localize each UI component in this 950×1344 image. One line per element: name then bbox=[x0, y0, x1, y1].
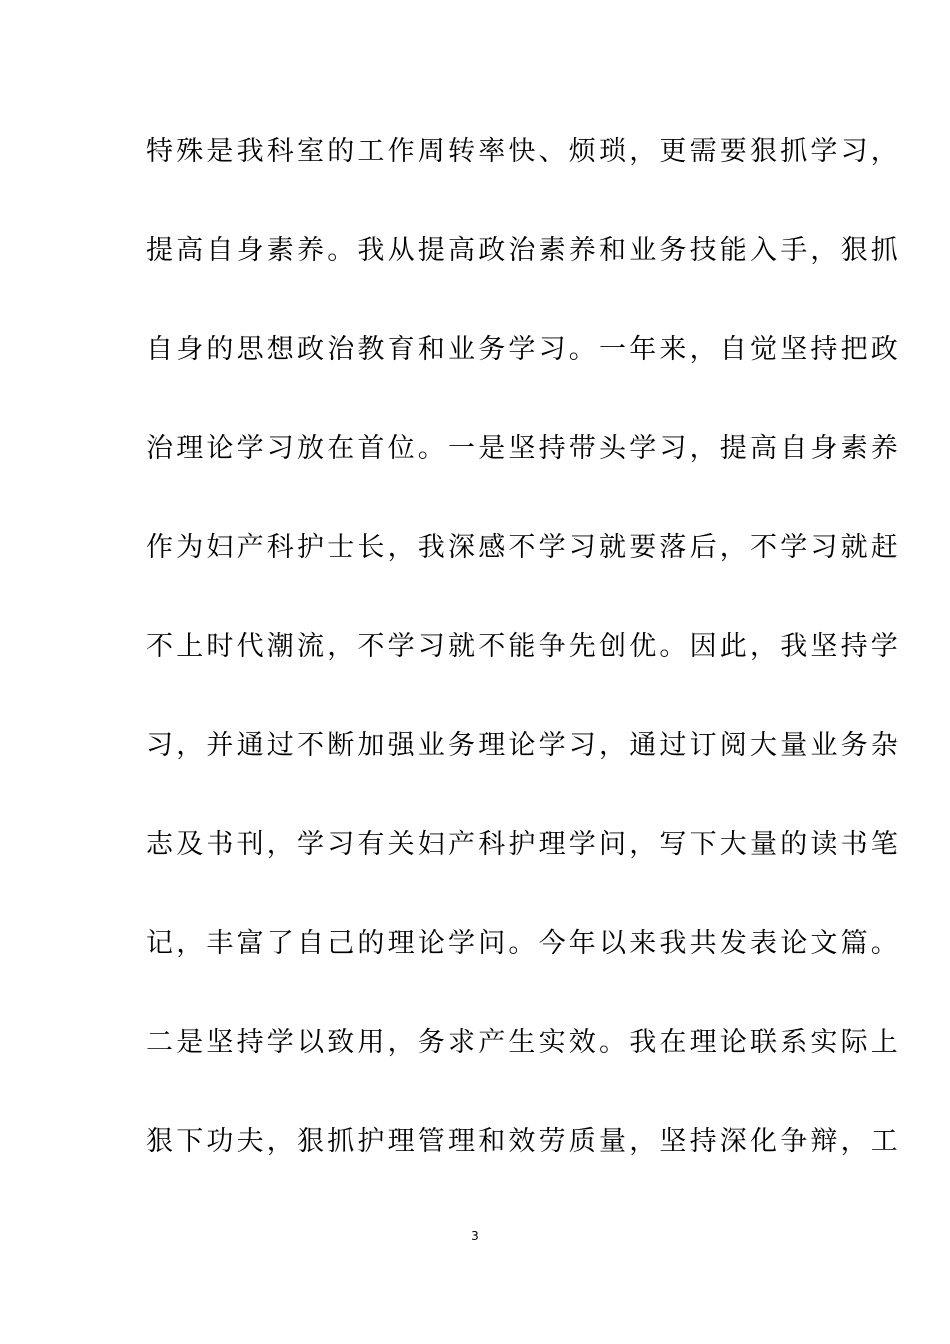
text-line: 习，并通过不断加强业务理论学习，通过订阅大量业务杂 bbox=[146, 730, 901, 761]
text-line: 特殊是我科室的工作周转率快、烦琐，更需要狠抓学习， bbox=[146, 136, 901, 167]
text-line: 提高自身素养。我从提高政治素养和业务技能入手，狠抓 bbox=[146, 235, 901, 266]
text-line: 治理论学习放在首位。一是坚持带头学习，提高自身素养 bbox=[146, 433, 901, 464]
text-line: 记，丰富了自己的理论学问。今年以来我共发表论文篇。 bbox=[146, 928, 901, 959]
text-line: 志及书刊，学习有关妇产科护理学问，写下大量的读书笔 bbox=[146, 829, 901, 860]
text-line: 狠下功夫，狠抓护理管理和效劳质量，坚持深化争辩，工 bbox=[146, 1126, 901, 1157]
text-line: 作为妇产科护士长，我深感不学习就要落后，不学习就赶 bbox=[146, 532, 901, 563]
text-line: 自身的思想政治教育和业务学习。一年来，自觉坚持把政 bbox=[146, 334, 901, 365]
text-line: 二是坚持学以致用，务求产生实效。我在理论联系实际上 bbox=[146, 1027, 901, 1058]
page-number: 3 bbox=[471, 1229, 479, 1243]
text-line: 不上时代潮流，不学习就不能争先创优。因此，我坚持学 bbox=[146, 631, 901, 662]
